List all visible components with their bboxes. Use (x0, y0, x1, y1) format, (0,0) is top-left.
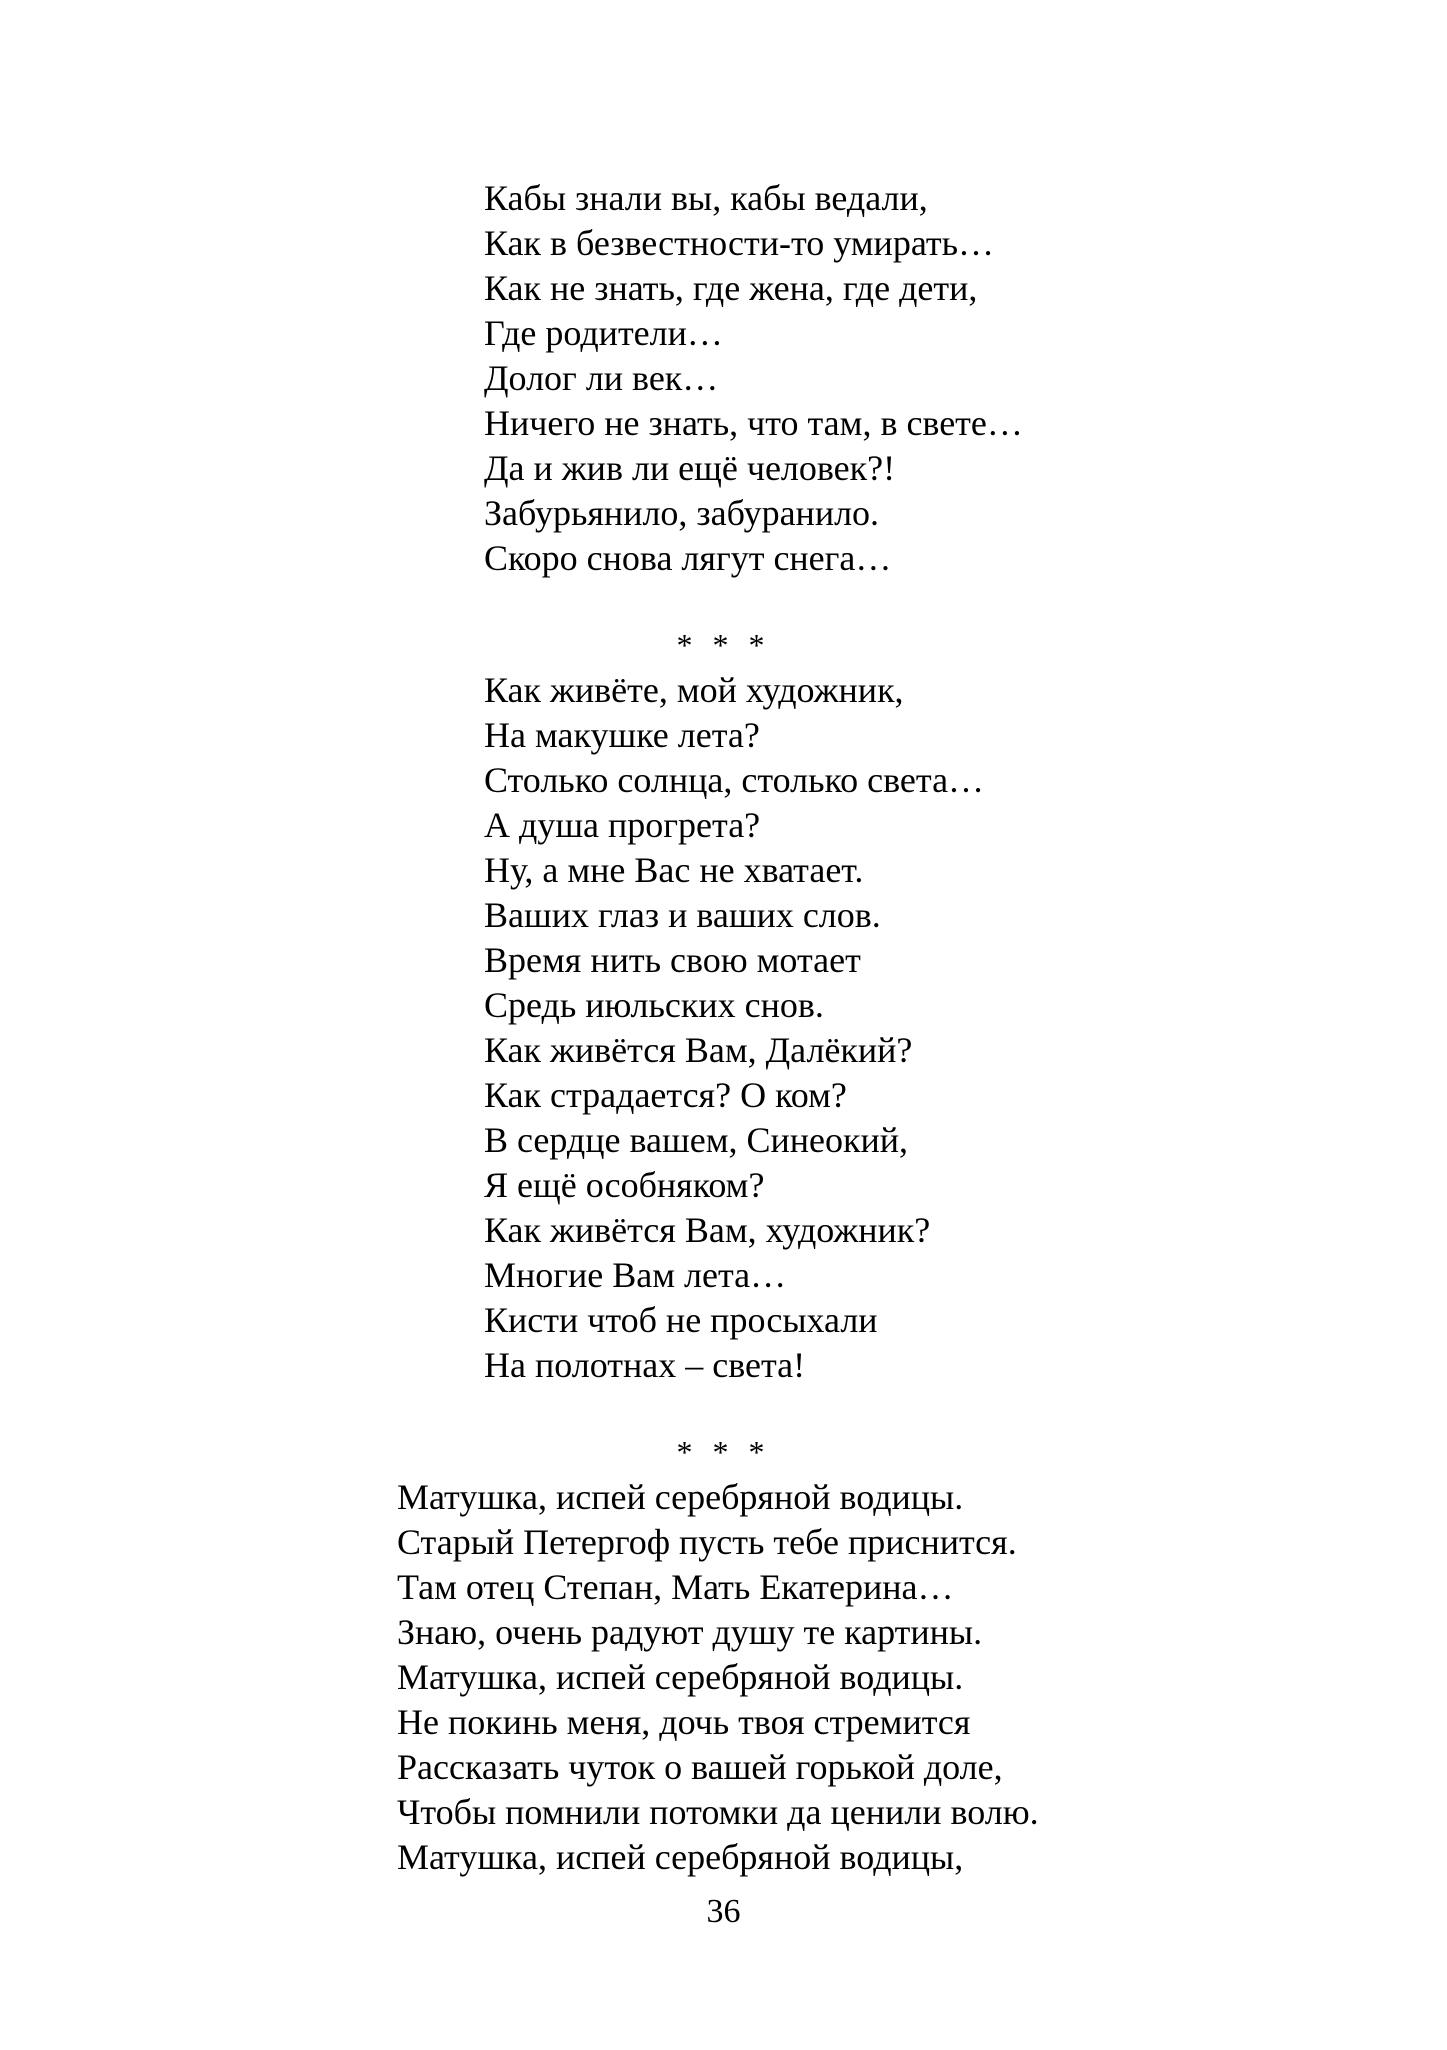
poem-line: Не покинь меня, дочь твоя стремится (397, 1702, 971, 1742)
poem-line: Я ещё особняком? (484, 1165, 765, 1205)
poem-line: Долог ли век… (484, 358, 719, 398)
poem-line: Кисти чтоб не просыхали (484, 1300, 878, 1340)
poem-line: А душа прогрета? (484, 805, 761, 845)
poem-line: На полотнах – света! (484, 1345, 806, 1385)
poem-line: Время нить свою мотает (484, 940, 861, 980)
poem-line: Ну, а мне Вас не хватает. (484, 850, 864, 890)
page-number: 36 (706, 1893, 741, 1930)
section-separator: * * * (676, 627, 771, 663)
poem-line: Столько солнца, столько света… (484, 760, 985, 800)
poem-line: Где родители… (484, 313, 723, 353)
poem-line: Кабы знали вы, кабы ведали, (484, 178, 928, 218)
poem-line: Матушка, испей серебряной водицы. (397, 1477, 964, 1517)
poem-line: В сердце вашем, Синеокий, (484, 1120, 909, 1160)
poem-line: Средь июльских снов. (484, 985, 824, 1025)
poem-line: Там отец Степан, Мать Екатерина… (397, 1567, 954, 1607)
poem-line: Как живётся Вам, художник? (484, 1210, 931, 1250)
poem-line: Ничего не знать, что там, в свете… (484, 403, 1023, 443)
section-separator: * * * (676, 1434, 771, 1470)
poem-line: Старый Петергоф пусть тебе приснится. (397, 1522, 1017, 1562)
poem-line: На макушке лета? (484, 715, 760, 755)
poem-line: Как в безвестности-то умирать… (484, 223, 995, 263)
poem-line: Как живётся Вам, Далёкий? (484, 1030, 913, 1070)
poem-line: Забурьянило, забуранило. (484, 493, 880, 533)
poem-line: Ваших глаз и ваших слов. (484, 895, 881, 935)
poem-line: Да и жив ли ещё человек?! (484, 448, 896, 488)
poem-line: Чтобы помнили потомки да ценили волю. (397, 1792, 1039, 1832)
poem-line: Как живёте, мой художник, (484, 670, 904, 710)
poem-line: Многие Вам лета… (484, 1255, 787, 1295)
poem-line: Матушка, испей серебряной водицы, (397, 1837, 964, 1877)
poem-line: Знаю, очень радуют душу те картины. (397, 1612, 983, 1652)
poem-line: Как не знать, где жена, где дети, (484, 268, 978, 308)
poem-line: Рассказать чуток о вашей горькой доле, (397, 1747, 1003, 1787)
poem-line: Матушка, испей серебряной водицы. (397, 1657, 964, 1697)
poem-line: Как страдается? О ком? (484, 1075, 847, 1115)
poem-line: Скоро снова лягут снега… (484, 538, 892, 578)
